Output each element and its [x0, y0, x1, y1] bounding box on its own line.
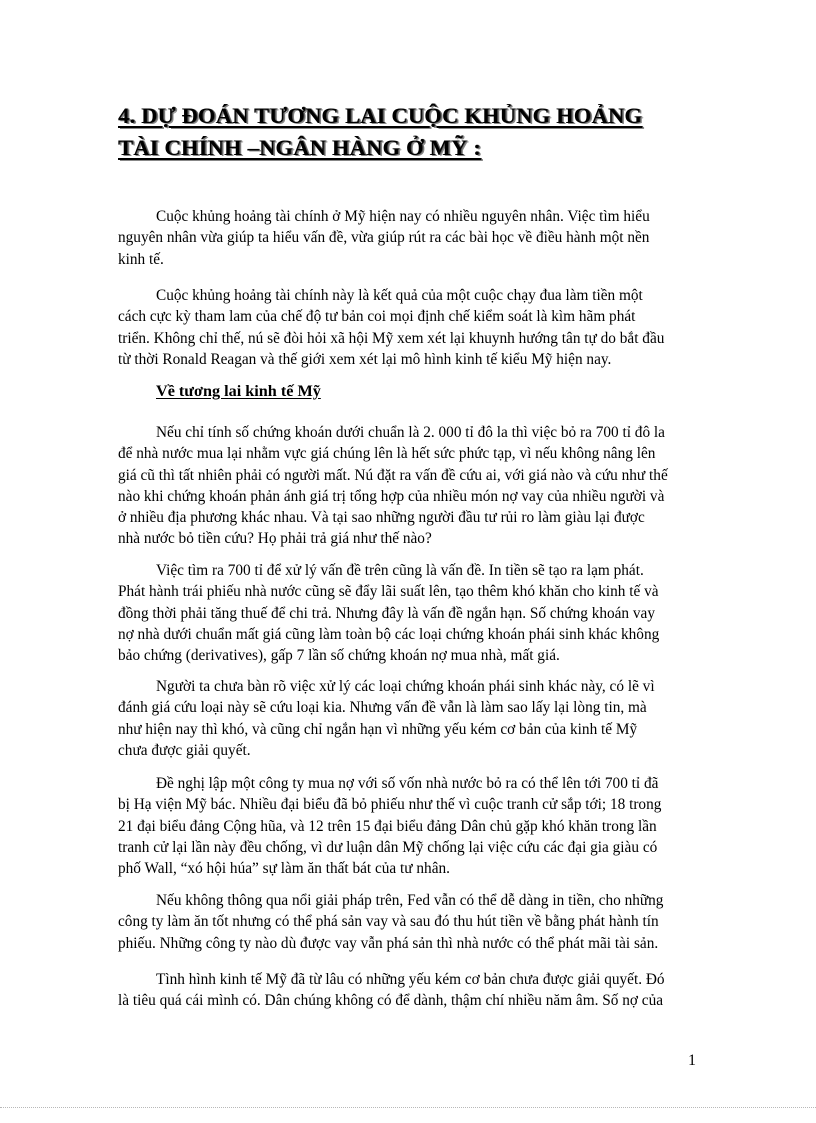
text-line: như hiện nay thì khó, và cũng chỉ ngắn hạn vì những yếu kém cơ bản của kinh tế Mỹ — [118, 720, 638, 738]
text-line: bảo chứng (derivatives), gấp 7 lần số chứng khoán nợ mua nhà, mất giá. — [118, 647, 560, 665]
text-line: nợ nhà dưới chuẩn mất giá cũng làm toàn bộ các loại chứng khoán phái sinh khác không — [118, 625, 660, 643]
paragraph-funding — [118, 560, 696, 666]
text-line: Nếu chỉ tính số chứng khoán dưới chuẩn là 2. 000 tỉ đô la thì việc bỏ ra 700 tỉ đô la — [156, 424, 665, 441]
section-heading — [118, 100, 698, 164]
text-line: đồng thời phải tăng thuế để chi trả. Nhưng đây là vấn đề ngắn hạn. Số chứng khoán vay — [118, 604, 655, 622]
text-line: nguyên nhân vừa giúp ta hiểu vấn đề, vừa giúp rút ra các bài học về điều hành một nền — [118, 229, 650, 247]
text-line: đánh giá cứu loại này sẽ cứu loại kia. Nhưng vấn đề vẫn là làm sao lấy lại lòng tin, mà — [118, 699, 647, 717]
paragraph-congress — [118, 773, 696, 879]
section-heading-line-2: TÀI CHÍNH –NGÂN HÀNG Ở MỸ : — [118, 135, 481, 160]
paragraph-causes — [118, 285, 696, 370]
text-line: nhà nước bỏ tiền cứu? Họ phải trả giá như thế nào? — [118, 530, 432, 548]
text-line: ở nhiều địa phương khác nhau. Và tại sao những người đầu tư rủi ro làm giàu lại được — [118, 509, 645, 527]
text-line: kinh tế. — [118, 250, 164, 268]
text-line: để nhà nước mua lại nhằm vực giá chúng lên là hết sức phức tạp, vì nếu không nâng lên — [118, 445, 656, 463]
section-heading-line-1: 4. DỰ ĐOÁN TƯƠNG LAI CUỘC KHỦNG HOẢNG — [118, 103, 643, 128]
subsection-heading: Về tương lai kinh tế Mỹ — [156, 382, 321, 400]
text-line: công ty làm ăn tốt nhưng có thể phá sản vay và sau đó thu hút tiền về bằng phát hành tín — [118, 913, 659, 931]
paragraph-weaknesses — [118, 969, 696, 1012]
text-line: bị Hạ viện Mỹ bác. Nhiều đại biểu đã bỏ phiếu như thế vì cuộc tranh cử sắp tới; 18 trong — [118, 796, 662, 814]
text-line: tranh cử lại lần này đều chống, vì dư luận dân Mỹ chống lại việc cứu các đại gia giàu có — [118, 838, 658, 856]
text-line: từ thời Ronald Reagan và thế giới xem xét lại mô hình kinh tế kiểu Mỹ hiện nay. — [118, 350, 612, 368]
text-line: phiếu. Những công ty nào dù được vay vẫn phá sản thì nhà nước có thể phát mãi tài sản. — [118, 934, 659, 952]
text-line: phố Wall, “xó hội húa” sự làm ăn thất bát của tư nhân. — [118, 860, 450, 878]
paragraph-derivatives — [118, 676, 696, 761]
paragraph-fed — [118, 890, 696, 954]
text-line: Nếu không thông qua nổi giải pháp trên, Fed vẫn có thể dễ dàng in tiền, cho những — [156, 892, 664, 909]
text-line: Việc tìm ra 700 tỉ để xử lý vấn đề trên cũng là vấn đề. In tiền sẽ tạo ra lạm phát. — [156, 562, 644, 579]
paragraph-bailout-cost — [118, 422, 696, 550]
text-line: nào khi chứng khoán phản ánh giá trị tổng hợp của nhiều món nợ vay của nhiều người và — [118, 487, 665, 505]
text-line: giá cũ thì tất nhiên phải có người mất. Nú đặt ra vấn đề cứu ai, với giá nào và cứu như thế — [118, 466, 668, 484]
text-line: triển. Không chỉ thế, nú sẽ đòi hỏi xã hội Mỹ xem xét lại khuynh hướng tân tự do bắt đầu — [118, 329, 665, 347]
text-line: Cuộc khủng hoảng tài chính ở Mỹ hiện nay có nhiều nguyên nhân. Việc tìm hiểu — [156, 208, 650, 225]
text-line: Tình hình kinh tế Mỹ đã từ lâu có những yếu kém cơ bản chưa được giải quyết. Đó — [156, 971, 665, 988]
text-line: Cuộc khủng hoảng tài chính này là kết quả của một cuộc chạy đua làm tiền một — [156, 287, 643, 304]
text-line: là tiêu quá cái mình có. Dân chúng không có để dành, thậm chí nhiều năm âm. Số nợ của — [118, 992, 664, 1010]
text-line: 21 đại biểu đảng Cộng hũa, và 12 trên 15 đại biểu đảng Dân chủ gặp khó khăn trong lần — [118, 817, 657, 835]
text-line: Phát hành trái phiếu nhà nước cũng sẽ đẩy lãi suất lên, tạo thêm khó khăn cho kinh tế và — [118, 583, 659, 601]
text-line: Đề nghị lập một công ty mua nợ với số vốn nhà nước bỏ ra có thể lên tới 700 tỉ đã — [156, 775, 659, 792]
paragraph-intro — [118, 206, 696, 270]
page-number: 1 — [688, 1052, 696, 1069]
text-line: cách cực kỳ tham lam của chế độ tư bản coi mọi định chế kiểm soát là kìm hãm phát — [118, 308, 636, 326]
text-line: Người ta chưa bàn rõ việc xử lý các loại chứng khoán phái sinh khác này, có lẽ vì — [156, 678, 655, 695]
page-bottom-divider — [0, 1107, 816, 1108]
text-line: chưa được giải quyết. — [118, 741, 251, 759]
